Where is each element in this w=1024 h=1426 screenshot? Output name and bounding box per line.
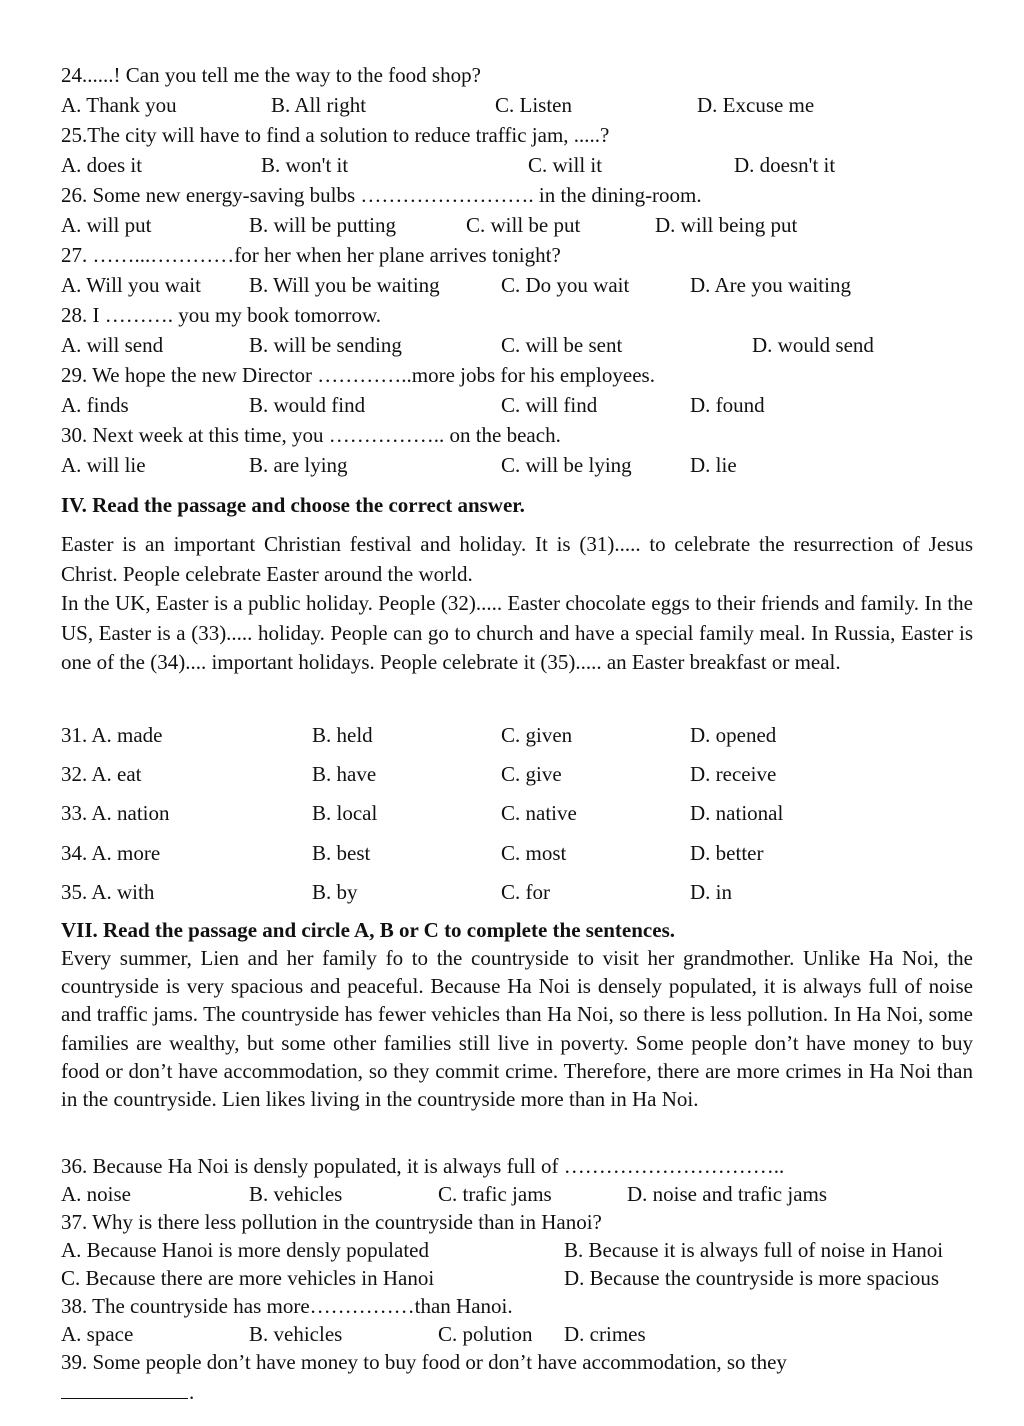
- option-a: A. Will you wait: [61, 273, 201, 297]
- option-a: 34. A. more: [61, 841, 161, 865]
- question-37: 37. Why is there less pollution in the countryside than in Hanoi?: [61, 1210, 602, 1234]
- option-d: D. will being put: [655, 213, 798, 237]
- option-a: A. will put: [61, 213, 152, 237]
- section-iv-heading: IV. Read the passage and choose the correct answer.: [61, 493, 525, 517]
- option-a: A. will send: [61, 333, 164, 357]
- option-d: D. crimes: [564, 1322, 646, 1346]
- option-b: B. won't it: [261, 153, 349, 177]
- option-c: C. will it: [528, 153, 603, 177]
- option-a: A. does it: [61, 153, 143, 177]
- option-a: A. finds: [61, 393, 129, 417]
- option-d: D. in: [690, 880, 732, 904]
- option-c: C. for: [501, 880, 550, 904]
- option-a: A. Thank you: [61, 93, 177, 117]
- section-iv-passage: [61, 530, 973, 678]
- question-25: 25.The city will have to find a solution to reduce traffic jam, .....?: [61, 123, 610, 147]
- option-a: 32. A. eat: [61, 762, 142, 786]
- option-b: B. local: [312, 801, 378, 825]
- option-b: B. held: [312, 723, 373, 747]
- option-c: C. most: [501, 841, 567, 865]
- option-c: C. given: [501, 723, 573, 747]
- option-c: C. Listen: [495, 93, 572, 117]
- option-c: C. trafic jams: [438, 1182, 552, 1206]
- question-39: 39. Some people don’t have money to buy food or don’t have accommodation, so they: [61, 1350, 787, 1374]
- option-a: 31. A. made: [61, 723, 163, 747]
- option-d: D. opened: [690, 723, 777, 747]
- option-b: B. vehicles: [249, 1322, 343, 1346]
- sentence-end: .: [189, 1380, 195, 1404]
- option-b: B. will be putting: [249, 213, 396, 237]
- question-24: 24......! Can you tell me the way to the food shop?: [61, 63, 481, 87]
- option-c: C. will be put: [466, 213, 581, 237]
- question-27: 27. ……...…………for her when her plane arrives tonight?: [61, 243, 561, 267]
- option-b: B. Will you be waiting: [249, 273, 440, 297]
- option-c: C. give: [501, 762, 562, 786]
- option-b: B. vehicles: [249, 1182, 343, 1206]
- option-d: D. noise and trafic jams: [627, 1182, 828, 1206]
- option-b: B. best: [312, 841, 371, 865]
- option-d: D. Are you waiting: [690, 273, 851, 297]
- option-d: D. lie: [690, 453, 737, 477]
- option-a: A. space: [61, 1322, 134, 1346]
- option-a: 35. A. with: [61, 880, 155, 904]
- section-vii-heading: VII. Read the passage and circle A, B or C to complete the sentences.: [61, 918, 675, 942]
- option-d: D. would send: [752, 333, 874, 357]
- passage-paragraph: Every summer, Lien and her family fo to the countryside to visit her grandmother. Unlike Ha Noi, the countryside is very spacious and peaceful. Because Ha Noi is densely populated, it is always full of noise and traffic jams. The countryside has fewer vehicles than Ha Noi, so there is less pollution. In Ha Noi, some families are wealthy, but some other families still live in poverty. Some people don’t have money to buy food or don’t have accommodation, so they commit crime. Therefore, there are more crimes in Ha Noi than in the countryside. Lien likes living in the countryside more than in Ha Noi.: [61, 946, 973, 1112]
- passage-paragraph: Easter is an important Christian festival and holiday. It is (31)..... to celebrate the resurrection of Jesus Christ. People celebrate Easter around the world.: [61, 532, 973, 586]
- option-a: A. Because Hanoi is more densly populated: [61, 1238, 429, 1262]
- answer-blank: [61, 1378, 188, 1399]
- option-a: A. noise: [61, 1182, 131, 1206]
- question-30: 30. Next week at this time, you …………….. on the beach.: [61, 423, 561, 447]
- option-b: B. All right: [271, 93, 367, 117]
- option-b: B. are lying: [249, 453, 348, 477]
- question-28: 28. I ………. you my book tomorrow.: [61, 303, 382, 327]
- option-d: D. receive: [690, 762, 777, 786]
- option-b: B. Because it is always full of noise in Hanoi: [564, 1238, 944, 1262]
- passage-paragraph: In the UK, Easter is a public holiday. People (32)..... Easter chocolate eggs to their friends and family. In the US, Easter is a (33)..... holiday. People can go to church and have a special family meal. In Russia, Easter is one of the (34).... important holidays. People celebrate it (35)..... an Easter breakfast or meal.: [61, 591, 973, 675]
- question-26: 26. Some new energy-saving bulbs ……………………. in the dining-room.: [61, 183, 702, 207]
- question-38: 38. The countryside has more……………than Hanoi.: [61, 1294, 513, 1318]
- section-vii-passage: [61, 944, 973, 1113]
- option-c: C. will find: [501, 393, 598, 417]
- option-a: A. will lie: [61, 453, 146, 477]
- option-b: B. by: [312, 880, 358, 904]
- option-d: D. found: [690, 393, 765, 417]
- option-c: C. Do you wait: [501, 273, 630, 297]
- option-c: C. Because there are more vehicles in Hanoi: [61, 1266, 435, 1290]
- option-b: B. will be sending: [249, 333, 402, 357]
- option-d: D. better: [690, 841, 764, 865]
- option-d: D. national: [690, 801, 784, 825]
- question-29: 29. We hope the new Director …………..more jobs for his employees.: [61, 363, 655, 387]
- option-c: C. polution: [438, 1322, 533, 1346]
- option-c: C. will be lying: [501, 453, 632, 477]
- option-b: B. have: [312, 762, 377, 786]
- option-d: D. Because the countryside is more spacious: [564, 1266, 939, 1290]
- option-b: B. would find: [249, 393, 366, 417]
- option-c: C. will be sent: [501, 333, 623, 357]
- option-d: D. Excuse me: [697, 93, 815, 117]
- option-c: C. native: [501, 801, 577, 825]
- option-a: 33. A. nation: [61, 801, 170, 825]
- question-36: 36. Because Ha Noi is densly populated, it is always full of …………………………..: [61, 1154, 785, 1178]
- option-d: D. doesn't it: [734, 153, 836, 177]
